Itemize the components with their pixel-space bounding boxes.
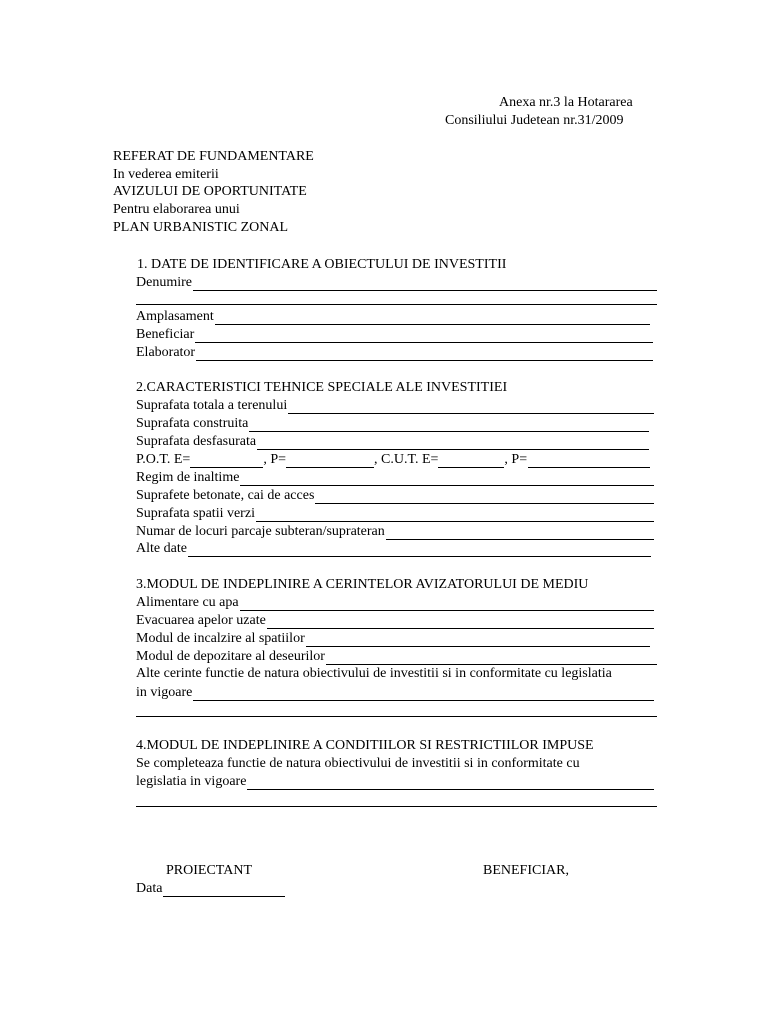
blank-line[interactable] xyxy=(249,418,649,432)
field-label: Regim de inaltime xyxy=(136,470,240,485)
blank-line[interactable] xyxy=(163,883,285,897)
doc-title-line-2: In vederea emiterii xyxy=(113,167,219,182)
annex-reference: Anexa nr.3 la Hotararea xyxy=(499,95,633,110)
field-suprafata-construita[interactable] xyxy=(136,416,649,432)
blank-line[interactable] xyxy=(240,597,654,611)
p-label: , P= xyxy=(504,452,528,467)
field-label: Suprafete betonate, cai de acces xyxy=(136,488,315,503)
proiectant-label: PROIECTANT xyxy=(166,863,252,878)
field-label: Suprafata desfasurata xyxy=(136,434,257,449)
field-conditii-restrictii[interactable] xyxy=(136,774,654,790)
field-label: Modul de incalzire al spatiilor xyxy=(136,631,305,646)
blank-line[interactable] xyxy=(136,304,657,305)
section-4-instruction: Se completeaza functie de natura obiectivului de investitii si in conformitate cu xyxy=(136,756,580,771)
field-label: legislatia in vigoare xyxy=(136,774,247,789)
council-decision-reference: Consiliului Judetean nr.31/2009 xyxy=(445,113,624,128)
blank-line[interactable] xyxy=(195,329,653,343)
blank-line[interactable] xyxy=(247,776,654,790)
blank-line[interactable] xyxy=(267,615,654,629)
blank-line[interactable] xyxy=(196,347,653,361)
field-alte-cerinte-label: Alte cerinte functie de natura obiectivului de investitii si in conformitate cu legislatia xyxy=(136,666,612,681)
cut-label: , C.U.T. E= xyxy=(374,452,439,467)
section-3-heading: 3.MODUL DE INDEPLINIRE A CERINTELOR AVIZATORULUI DE MEDIU xyxy=(136,577,589,592)
blank-line[interactable] xyxy=(193,277,657,291)
blank-line[interactable] xyxy=(190,454,263,468)
blank-line[interactable] xyxy=(528,454,650,468)
field-label: Data xyxy=(136,881,163,896)
field-alte-date[interactable] xyxy=(136,541,651,557)
field-locuri-parcaje[interactable] xyxy=(136,524,654,540)
field-regim-inaltime[interactable] xyxy=(136,470,654,486)
blank-line[interactable] xyxy=(438,454,504,468)
field-label: Numar de locuri parcaje subteran/suprateran xyxy=(136,524,385,539)
field-alte-cerinte[interactable] xyxy=(136,685,654,701)
field-data[interactable] xyxy=(136,881,285,897)
field-incalzire[interactable] xyxy=(136,631,650,647)
blank-line[interactable] xyxy=(326,651,657,665)
field-elaborator[interactable] xyxy=(136,345,653,361)
field-label: Denumire xyxy=(136,275,192,290)
field-label: Modul de depozitare al deseurilor xyxy=(136,649,325,664)
field-alimentare-apa[interactable] xyxy=(136,595,654,611)
field-label: Suprafata spatii verzi xyxy=(136,506,255,521)
blank-line[interactable] xyxy=(257,436,649,450)
field-suprafata-totala[interactable] xyxy=(136,398,654,414)
beneficiar-signature-label: BENEFICIAR, xyxy=(483,863,569,878)
field-pot-cut[interactable] xyxy=(136,452,650,468)
blank-line[interactable] xyxy=(215,311,650,325)
field-label: Alimentare cu apa xyxy=(136,595,239,610)
field-evacuare-ape[interactable] xyxy=(136,613,654,629)
blank-line[interactable] xyxy=(193,687,654,701)
field-suprafata-desfasurata[interactable] xyxy=(136,434,649,450)
section-1-heading: 1. DATE DE IDENTIFICARE A OBIECTULUI DE INVESTITII xyxy=(137,257,507,272)
field-label: Alte date xyxy=(136,541,187,556)
field-label: Suprafata construita xyxy=(136,416,249,431)
field-label: Suprafata totala a terenului xyxy=(136,398,288,413)
blank-line[interactable] xyxy=(136,716,657,717)
doc-title-line-3: AVIZULUI DE OPORTUNITATE xyxy=(113,184,307,199)
field-suprafete-betonate[interactable] xyxy=(136,488,654,504)
blank-line[interactable] xyxy=(288,400,654,414)
blank-line[interactable] xyxy=(306,633,650,647)
field-label: Amplasament xyxy=(136,309,214,324)
blank-line[interactable] xyxy=(188,543,651,557)
field-label: Beneficiar xyxy=(136,327,195,342)
field-spatii-verzi[interactable] xyxy=(136,506,654,522)
blank-line[interactable] xyxy=(315,490,654,504)
field-beneficiar[interactable] xyxy=(136,327,653,343)
field-label: in vigoare xyxy=(136,685,193,700)
section-4-heading: 4.MODUL DE INDEPLINIRE A CONDITIILOR SI RESTRICTIILOR IMPUSE xyxy=(136,738,594,753)
section-2-heading: 2.CARACTERISTICI TEHNICE SPECIALE ALE INVESTITIEI xyxy=(136,380,508,395)
doc-title-line-1: REFERAT DE FUNDAMENTARE xyxy=(113,149,314,164)
blank-line[interactable] xyxy=(286,454,374,468)
blank-line[interactable] xyxy=(240,472,654,486)
doc-title-line-5: PLAN URBANISTIC ZONAL xyxy=(113,220,288,235)
blank-line[interactable] xyxy=(386,526,654,540)
p-label: , P= xyxy=(263,452,286,467)
field-label: Evacuarea apelor uzate xyxy=(136,613,266,628)
field-amplasament[interactable] xyxy=(136,309,650,325)
blank-line[interactable] xyxy=(136,806,657,807)
doc-title-line-4: Pentru elaborarea unui xyxy=(113,202,240,217)
pot-label: P.O.T. E= xyxy=(136,452,191,467)
field-label: Elaborator xyxy=(136,345,196,360)
blank-line[interactable] xyxy=(256,508,654,522)
field-depozitare-deseuri[interactable] xyxy=(136,649,657,665)
field-denumire[interactable] xyxy=(136,275,657,291)
